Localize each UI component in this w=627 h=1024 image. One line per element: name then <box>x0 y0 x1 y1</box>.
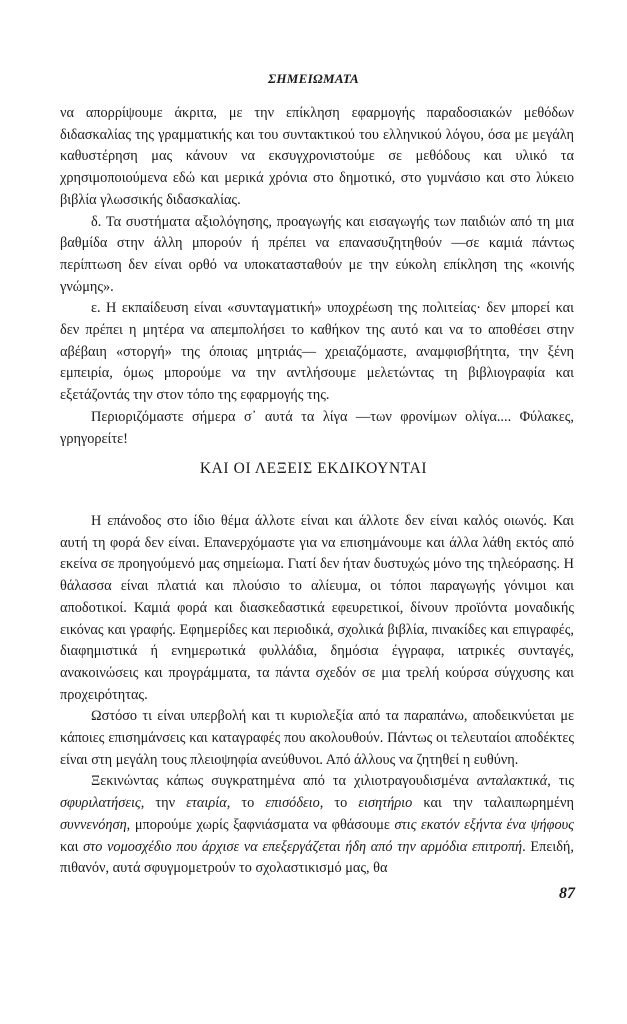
text-segment: , το <box>226 795 266 812</box>
italic-term: επισόδειο <box>265 795 320 812</box>
page-number: 87 <box>559 885 575 902</box>
text-segment: , τις <box>547 773 574 790</box>
section-title: ΚΑΙ ΟΙ ΛΕΞΕΙΣ ΕΚΔΙΚΟΥΝΤΑΙ <box>199 460 428 477</box>
paragraph: να απορρίψουμε άκριτα, με την επίκληση εφαρμογής παραδοσιακών μεθόδων διδασκαλίας της γραμματικής και του συντακτικού του ελληνικού λόγου, όσα με μεγάλη καθυστέρηση μας κάνουν να εκσυγχρονιστούμε σε μεθόδους και υλικό τα χρησιμοποιούμενα εδώ και μερικά χρόνια στο δημοτικό, στο γυμνάσιο και στο λύκειο βιβλία γλωσσικής διδασκαλίας. <box>60 105 574 208</box>
article-section <box>60 511 574 880</box>
italic-term: εισητήριο <box>358 795 413 812</box>
italic-term: συννενόηση <box>60 816 127 833</box>
text-segment: , μπορούμε χωρίς ξαφνιάσματα να φθάσουμε <box>126 816 395 833</box>
paragraph: Ωστόσο τι είναι υπερβολή και τι κυριολεξία από τα παραπάνω, αποδεικνύεται με κάποιες επισημάνσεις και καταγραφές που ακολουθούν. Πάντως οι τελευταίοι αποδέκτες είναι στη μεγάλη τους πλειοψηφία ανεύθυνοι. Από άλλους να ζητηθεί η ευθύνη. <box>60 708 574 768</box>
notes-section <box>60 103 574 450</box>
text-segment: , το <box>319 795 359 812</box>
text-segment: και την ταλαιπωρημένη <box>412 795 574 812</box>
text-segment: , την <box>140 795 187 812</box>
paragraph: Η επάνοδος στο ίδιο θέμα άλλοτε είναι και άλλοτε δεν είναι καλός οιωνός. Και αυτή τη φορά δεν είναι. Επανερχόμαστε για να επισημάνουμε και άλλα λάθη εκτός από εκείνα σε προηγούμενό μας σημείωμα. Γιατί δεν ήταν δυστυχώς μόνο της τηλεόρασης. Η θάλασσα είναι πλατιά και πλούσιο το αλίευμα, οι τόποι παραγωγής γόνιμοι και αποδοτικοί. Καμιά φορά και διασκεδαστικά εφευρετικοί, δίνουν προϊόντα μοναδικής εικόνας και γραφής. Εφημερίδες και περιοδικά, σχολικά βιβλία, πινακίδες και επιγραφές, διαφημιστικά ή ενημερωτικά φυλλάδια, δημόσια έγγραφα, ιατρικές συνταγές, ανακοινώσεις και προγράμματα, τα πάντα σχεδόν σε μια τρελή κούρσα σύγχυσης και προχειρότητας. <box>60 513 574 703</box>
paragraph-item-e: ε. Η εκπαίδευση είναι «συνταγματική» υποχρέωση της πολιτείας· δεν μπορεί και δεν πρέπει η μητέρα να απεμπολήσει το καθήκον της αυτό και να το αποθέσει στην αβέβαιη «στοργή» της όποιας μητριάς— χρειαζόμαστε, αναμφισβήτητα, την ξένη εμπειρία, όμως μπορούμε να την αντλήσουμε μελετώντας τη βιβλιογραφία και εξετάζοντάς την στον τόπο της εφαρμογής της. <box>60 300 574 404</box>
italic-term: σφυριλατήσεις <box>60 795 141 812</box>
paragraph-closing: Περιοριζόμαστε σήμερα σ᾽ αυτά τα λίγα —των φρονίμων ολίγα.... Φύλακες, γρηγορείτε! <box>60 408 574 447</box>
text-segment: και <box>60 838 84 855</box>
paragraph-with-italic-terms <box>60 771 574 880</box>
italic-term: ανταλακτικά <box>476 773 548 790</box>
italic-term: στις εκατόν εξήντα ένα ψήφους <box>394 816 574 833</box>
italic-term: εταιρία <box>186 795 227 812</box>
text-segment: . Επειδή, πιθανόν, αυτά σφυγμομετρούν το σχολαστικισμό μας, θα <box>60 838 574 877</box>
text-segment: Ξεκινώντας κάπως συγκρατημένα από τα χιλιοτραγουδισμένα <box>91 773 477 790</box>
italic-term: στο νομοσχέδιο που άρχισε να επεξεργάζεται ήδη από την αρμόδια επιτροπή <box>83 838 523 855</box>
paragraph-item-d: δ. Τα συστήματα αξιολόγησης, προαγωγής και εισαγωγής των παιδιών από τη μια βαθμίδα στην άλλη μπορούν ή πρέπει να επανασυζητηθούν —σε καμιά πάντως περίπτωση δεν είναι ορθό να υποκατασταθούν με την εύκολη επίκληση της «κοινής γνώμης». <box>60 213 574 295</box>
running-head: ΣΗΜΕΙΩΜΑΤΑ <box>268 71 359 86</box>
